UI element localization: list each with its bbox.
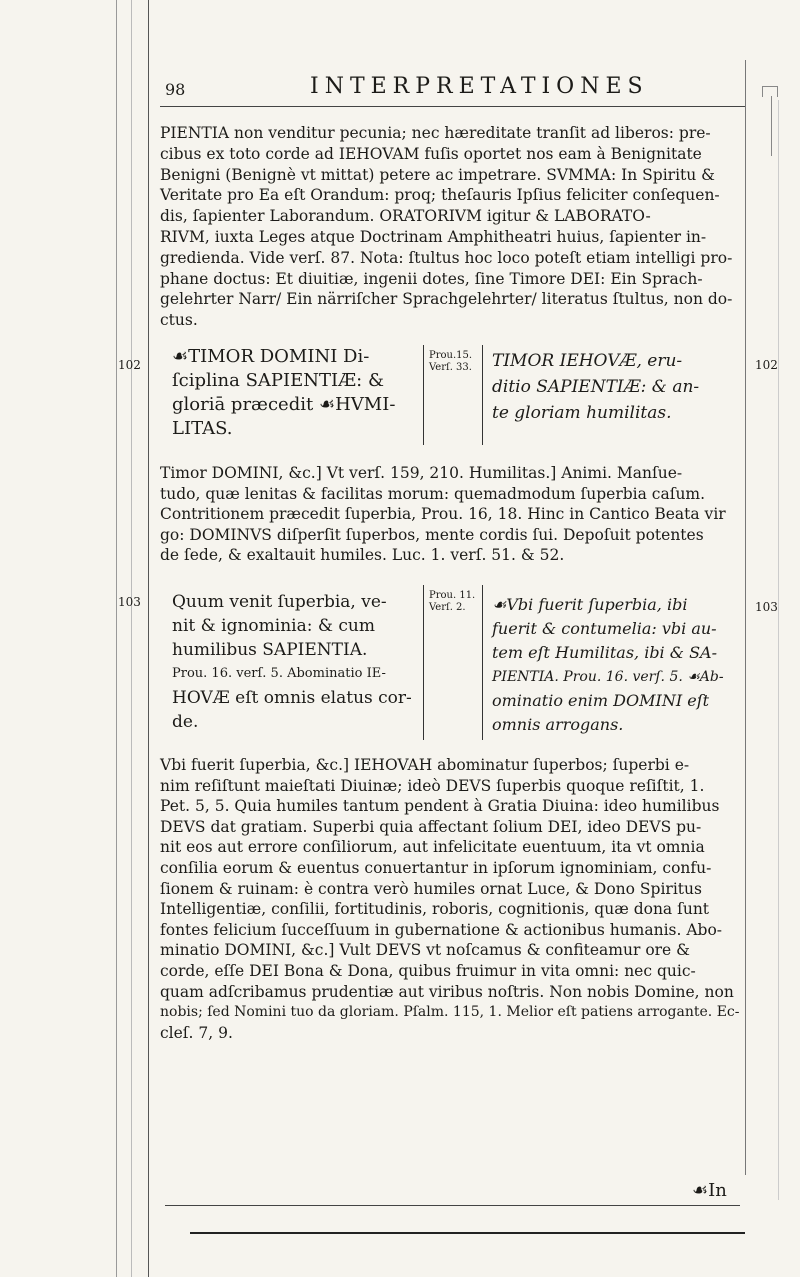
verse-number-right: 102 [755, 358, 778, 372]
reference-line: Prou. 11. [429, 590, 476, 601]
text-line: PIENTIA non venditur pecunia; nec hæreditate tranſit ad liberos: pre- [160, 124, 711, 142]
verse-reference [429, 590, 477, 614]
margin-rule [148, 0, 149, 1277]
text-line: quam adſcribamus prudentiæ aut viribus noſtris. Non nobis Domine, non [160, 982, 734, 1001]
verse-line: de. [172, 712, 199, 732]
text-line: ſionem & ruinam: è contra verò humiles ornat Luce, & Dono Spiritus [160, 879, 702, 898]
verse-line: Quum venit ſuperbia, ve- [172, 592, 387, 612]
verse-latin-vulgate [172, 345, 412, 441]
text-line: DEVS dat gratiam. Superbi quia affectant ſolium DEI, ideo DEVS pu- [160, 817, 702, 836]
page-edge [778, 100, 779, 1200]
text-line: Pet. 5, 5. Quia humiles tantum pendent à Gratia Diuina: ideo humilibus [160, 797, 720, 816]
text-line: de ſede, & exaltauit humiles. Luc. 1. verſ. 51. & 52. [160, 546, 565, 564]
reference-line: Prou.15. [429, 350, 473, 361]
verse-line: ☙Vbi fuerit ſuperbia, ibi [492, 595, 688, 614]
text-line: RIVM, iuxta Leges atque Doctrinam Amphitheatri huius, ſapienter in- [160, 227, 707, 246]
verse-line: gloriā præcedit ☙HVMI- [172, 394, 396, 415]
verse-latin-translation [492, 348, 742, 426]
text-line: nit eos aut errore conſiliorum, aut infelicitate euentuum, ita vt omnia [160, 838, 705, 857]
verse-line: ſciplina SAPIENTIÆ: & [172, 370, 384, 391]
verse-line: Prou. 16. verſ. 5. Abominatio IE- [172, 666, 386, 681]
verse-line: nit & ignominia: & cum [172, 616, 375, 636]
margin-rule [745, 60, 746, 1175]
column-rule [423, 585, 424, 740]
text-line: cleſ. 7, 9. [160, 1023, 233, 1042]
verse-line: TIMOR IEHOVÆ, eru- [492, 351, 683, 371]
text-line: gelehrter Narr/ Ein närriſcher Sprachgelehrter/ literatus ſtultus, non do- [160, 290, 733, 309]
text-line: Veritate pro Ea eſt Orandum: proq; theſauris Ipſius feliciter conſequen- [160, 186, 720, 205]
verse-line: tem eſt Humilitas, ibi & SA- [492, 643, 718, 662]
page-number: 98 [165, 80, 186, 99]
text-line: conſilia eorum & euentus conuertantur in ipſorum ignominiam, confu- [160, 858, 712, 877]
text-line: tudo, quæ lenitas & facilitas morum: quemadmodum ſuperbia caſum. [160, 484, 706, 503]
commentary-paragraph [160, 755, 745, 1043]
verse-line: te gloriam humilitas. [492, 403, 672, 423]
header-rule [160, 106, 745, 107]
commentary-paragraph [160, 463, 745, 566]
text-line: dis, ſapienter Laborandum. ORATORIVM igitur & LABORATO- [160, 207, 651, 226]
page-edge [116, 0, 117, 1277]
text-line: cibus ex toto corde ad IEHOVAM fuſis oportet nos eam à Benignitate [160, 144, 702, 163]
text-line: Timor DOMINI, &c.] Vt verſ. 159, 210. Humilitas.] Animi. Manſue- [160, 464, 683, 482]
text-line: gredienda. Vide verſ. 87. Nota: ſtultus hoc loco poteſt etiam intelligi pro- [160, 248, 733, 267]
text-line: fontes felicium ſucceſſuum in gubernatione & actionibus humanis. Abo- [160, 920, 723, 939]
verse-line: LITAS. [172, 418, 233, 439]
verse-number-right: 103 [755, 600, 778, 614]
verse-line: ☙TIMOR DOMINI Di- [172, 346, 370, 367]
footer-rule [165, 1205, 740, 1206]
text-line: minatio DOMINI, &c.] Vult DEVS vt noſcamus & confiteamur ore & [160, 941, 690, 960]
verse-number-left: 102 [118, 358, 141, 372]
page-edge [131, 0, 132, 1277]
text-line: ctus. [160, 311, 198, 330]
text-line: Vbi fuerit ſuperbia, &c.] IEHOVAH abominatur ſuperbos; ſuperbi e- [160, 756, 690, 774]
column-rule [482, 345, 483, 445]
reference-line: Verſ. 33. [429, 362, 472, 373]
verse-line: PIENTIA. Prou. 16. verſ. 5. ☙Ab- [492, 669, 724, 685]
verse-reference [429, 350, 477, 374]
verse-line: ominatio enim DOMINI eſt [492, 691, 710, 710]
text-line: nim reſiſtunt maieſtati Diuinæ; ideò DEVS ſuperbis quoque reſiſtit, 1. [160, 776, 705, 795]
text-line: Contritionem præcedit ſuperbia, Prou. 16, 18. Hinc in Cantico Beata vir [160, 505, 726, 523]
column-rule [482, 585, 483, 740]
text-line: corde, eſſe DEI Bona & Dona, quibus fruimur in vita omni: nec quic- [160, 961, 696, 980]
column-rule [423, 345, 424, 445]
verse-line: humilibus SAPIENTIA. [172, 640, 368, 660]
text-line: Intelligentiæ, conſilii, fortitudinis, roboris, cognitionis, quæ dona ſunt [160, 900, 710, 919]
verse-latin-translation [492, 593, 744, 737]
verse-number-left: 103 [118, 595, 141, 609]
commentary-paragraph [160, 123, 745, 331]
text-line: nobis; ſed Nomini tuo da gloriam. Pſalm. 115, 1. Melior eſt patiens arrogante. Ec- [160, 1004, 740, 1021]
verse-line: fuerit & contumelia: vbi au- [492, 619, 717, 638]
verse-latin-vulgate [172, 590, 422, 734]
verse-line: ditio SAPIENTIÆ: & an- [492, 377, 700, 397]
footer-rule [190, 1232, 745, 1234]
text-line: Benigni (Benignè vt mittat) petere ac impetrare. SVMMA: In Spiritu & [160, 165, 715, 184]
text-line: go: DOMINVS diſperſit ſuperbos, mente cordis ſui. Depoſuit potentes [160, 525, 704, 544]
verse-line: HOVÆ eſt omnis elatus cor- [172, 688, 412, 708]
catchword: ☙In [692, 1180, 727, 1201]
page-tab [762, 86, 778, 97]
page-tab-line [771, 96, 772, 156]
reference-line: Verſ. 2. [429, 602, 466, 613]
text-line: phane doctus: Et diuitiæ, ingenii dotes, ſine Timore DEI: Ein Sprach- [160, 269, 703, 288]
running-head: INTERPRETATIONES [310, 74, 649, 99]
verse-line: omnis arrogans. [492, 715, 624, 734]
